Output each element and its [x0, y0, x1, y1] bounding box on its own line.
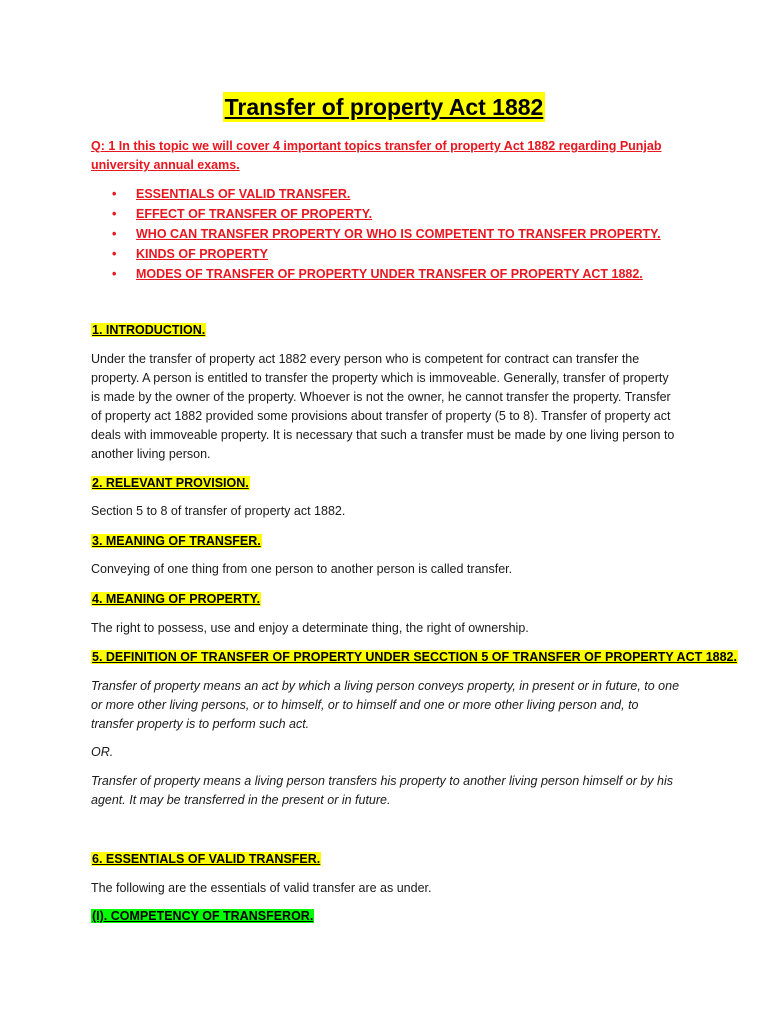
- relevant-provision-text: Section 5 to 8 of transfer of property act 1882.: [91, 504, 346, 518]
- topic-item: • WHO CAN TRANSFER PROPERTY OR WHO IS COMPETENT TO TRANSFER PROPERTY.: [112, 224, 661, 244]
- topics-list: [112, 184, 661, 284]
- relevant-provision-heading: [91, 474, 250, 492]
- introduction-heading: [91, 321, 206, 339]
- title-container: [0, 92, 768, 122]
- competency-heading-text: (I). COMPETENCY OF TRANSFEROR.: [92, 909, 314, 923]
- question-text: Q: 1 In this topic we will cover 4 important topics transfer of property Act 1882 regarding Punjab university annual exams.: [91, 139, 662, 172]
- definition-or: OR.: [91, 745, 114, 759]
- meaning-transfer-heading: [91, 532, 262, 550]
- meaning-property-heading-text: 4. MEANING OF PROPERTY.: [92, 592, 261, 606]
- definition-heading: [91, 648, 738, 666]
- introduction-heading-text: 1. INTRODUCTION.: [92, 323, 206, 337]
- definition-text-2: Transfer of property means a living person transfers his property to another living person himself or by his agent. It may be transferred in the present or in future.: [91, 774, 673, 807]
- topic-item: • ESSENTIALS OF VALID TRANSFER.: [112, 184, 661, 204]
- meaning-property-text: The right to possess, use and enjoy a determinate thing, the right of ownership.: [91, 621, 529, 635]
- meaning-transfer-heading-text: 3. MEANING OF TRANSFER.: [92, 534, 261, 548]
- definition-heading-text: 5. DEFINITION OF TRANSFER OF PROPERTY UNDER SECCTION 5 OF TRANSFER OF PROPERTY ACT 1882.: [92, 650, 737, 664]
- essentials-heading: [91, 850, 321, 868]
- meaning-property-heading: [91, 590, 261, 608]
- definition-text-1: Transfer of property means an act by which a living person conveys property, in present or in future, to one or more other living persons, or to himself, or to himself and one or more other living person and, to transfer property is to perform such act.: [91, 679, 680, 731]
- introduction-text: Under the transfer of property act 1882 every person who is competent for contract can transfer the property. A person is entitled to transfer the property which is immoveable. Generally, transfer of property is made by the owner of the property. Whoever is not the owner, he cannot transfer the property. Transfer of property act 1882 provided some provisions about transfer of property (5 to 8). Transfer of property act deals with immoveable property. It is necessary that such a transfer must be made by one living person to another living person.: [91, 352, 675, 461]
- topic-item: • KINDS OF PROPERTY: [112, 244, 661, 264]
- document-title: Transfer of property Act 1882: [224, 94, 544, 120]
- topic-item: • MODES OF TRANSFER OF PROPERTY UNDER TRANSFER OF PROPERTY ACT 1882.: [112, 264, 661, 284]
- competency-heading: [91, 907, 314, 925]
- essentials-heading-text: 6. ESSENTIALS OF VALID TRANSFER.: [92, 852, 321, 866]
- topic-item: • EFFECT OF TRANSFER OF PROPERTY.: [112, 204, 661, 224]
- meaning-transfer-text: Conveying of one thing from one person to another person is called transfer.: [91, 562, 513, 576]
- relevant-provision-heading-text: 2. RELEVANT PROVISION.: [92, 476, 249, 490]
- essentials-text: The following are the essentials of valid transfer are as under.: [91, 881, 432, 895]
